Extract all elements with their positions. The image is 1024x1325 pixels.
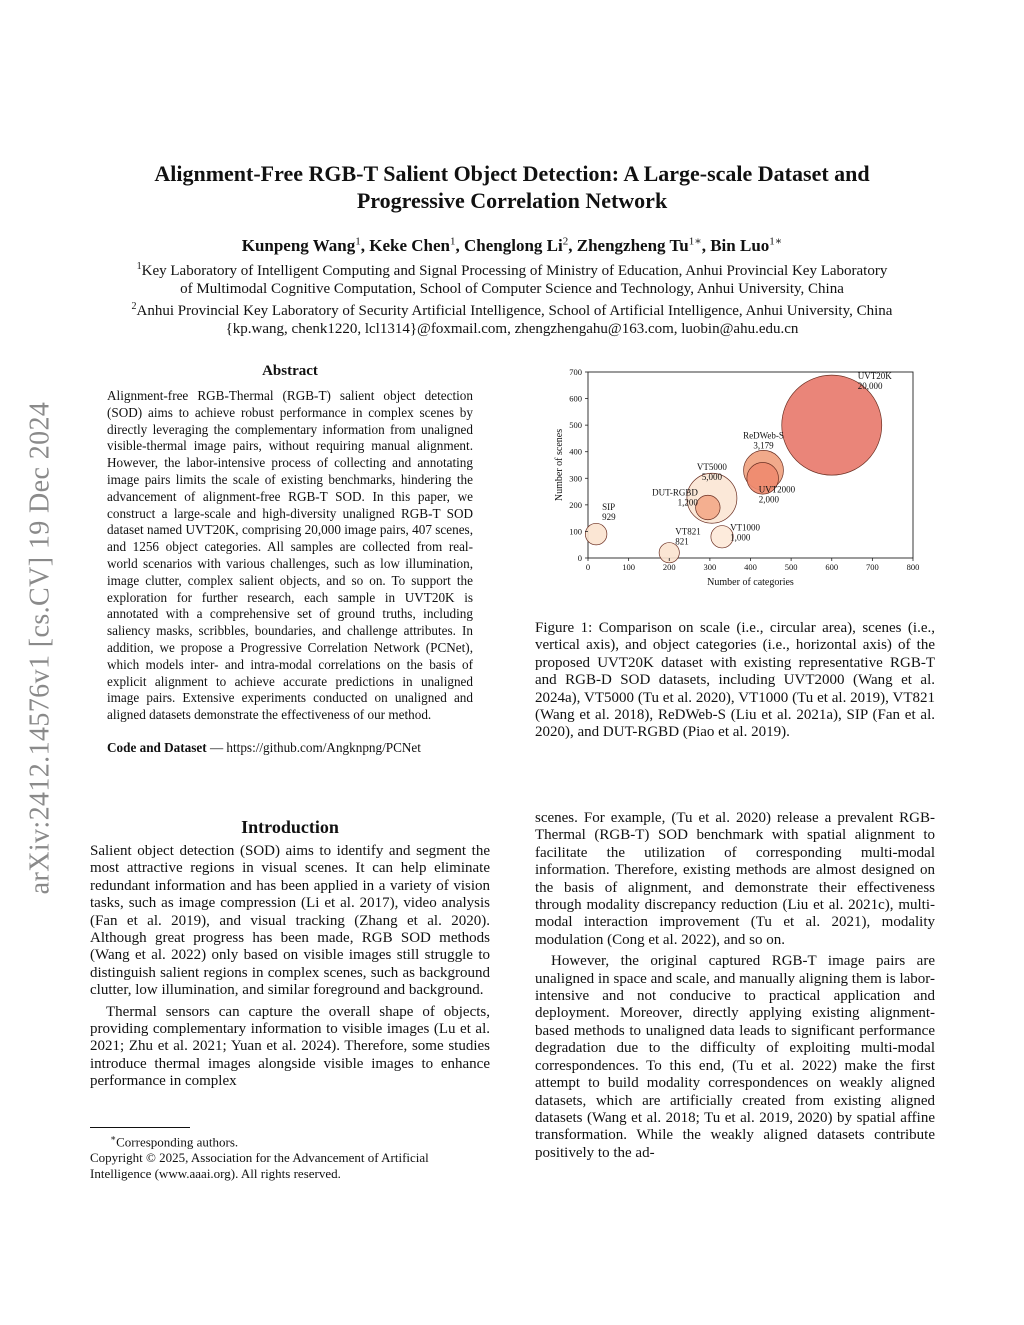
data-bubble: [585, 523, 607, 545]
code-label: Code and Dataset: [107, 740, 207, 755]
author: Keke Chen$^1$,: [369, 235, 465, 255]
y-tick-label: 200: [569, 499, 582, 510]
author: Chenglong Li$^2$,: [464, 235, 577, 255]
bubble-value-label: 1,000: [730, 532, 751, 543]
author-emails: {kp.wang, chenk1220, lcl1314}@foxmail.com, zhengzhengahu@163.com, luobin@ahu.edu.cn: [225, 321, 799, 337]
figure-caption: Figure 1: Comparison on scale (i.e., circular area), scenes (i.e., vertical axis), and object categories (i.e., horizontal axis) of the proposed UVT20K dataset with existing representative RGB-T and RGB-D SOD datasets, including UVT2000 (Wang et al. 2024a), VT5000 (Tu et al. 2020), VT1000 (Tu et al. 2019), VT821 (Wang et al. 2018), ReDWeb-S (Liu et al. 2021a), SIP (Fan et al. 2020), and DUT-RGBD (Piao et al. 2019).: [535, 620, 935, 741]
paragraph: Salient object detection (SOD) aims to identify and segment the most attractive regions in visual scenes. It can help eliminate redundant information and has been applied in a variety of vision tasks, such as image compression (Li et al. 2017), video analysis (Fan et al. 2019), and visual tracking (Zhang et al. 2020). Although great progress has been made, RGB SOD methods (Wang et al. 2022) only based on visible images still struggle to distinguish salient regions in complex scenes, such as background clutter, low illumination, and similar foreground and background.: [90, 843, 490, 999]
paragraph: However, the original captured RGB-T image pairs are unaligned in space and scale, and manually aligning them is labor-intensive and not conducive to practical application and deployment. Moreover, directly applying existing alignment-based methods to unaligned data leads to significant performance degradation due to the difficulty of exploiting multi-modal correspondences. To this end, (Tu et al. 2022) make the first attempt to build modality correspondences on weakly aligned datasets, which are artificially created from existing aligned datasets (Wang et al. 2018; Tu et al. 2019, 2020) by spatial affine transformation. While the weakly aligned datasets contribute positively to the ad-: [535, 953, 935, 1161]
bubble-name-label: VT821: [675, 526, 701, 537]
bubble-value-label: 3,179: [753, 440, 774, 451]
x-tick-label: 600: [825, 562, 839, 572]
code-link[interactable]: https://github.com/Angknpng/PCNet: [226, 740, 421, 755]
bubble-name-label: SIP: [602, 502, 616, 513]
author: Bin Luo$^{1∗}$: [710, 235, 783, 255]
bubble-value-label: 2,000: [758, 494, 779, 505]
paper-title: [90, 160, 934, 214]
arxiv-identifier: [20, 352, 60, 944]
abstract-heading: Abstract: [262, 363, 318, 379]
y-tick-label: 500: [569, 420, 582, 431]
bubble-name-label: VT1000: [730, 522, 761, 533]
bubble-value-label: 821: [675, 536, 689, 547]
arxiv-identifier-text: arXiv:2412.14576v1 [cs.CV] 19 Dec 2024: [24, 401, 55, 895]
x-tick-label: 800: [906, 562, 920, 572]
y-tick-label: 400: [569, 446, 582, 457]
section-heading-introduction: Introduction: [241, 817, 339, 837]
y-tick-label: 600: [569, 393, 582, 404]
x-tick-label: 700: [866, 562, 879, 572]
bubble-value-label: 20,000: [857, 381, 883, 392]
x-tick-label: 200: [662, 562, 676, 572]
y-tick-label: 300: [569, 473, 582, 484]
x-tick-label: 100: [622, 562, 635, 572]
abstract-text: Alignment-free RGB-Thermal (RGB-T) salient object detection (SOD) aims to achieve robust performance in complex scenes by directly leveraging the complementary information from unaligned visible-thermal image pairs, without requiring manual alignment. However, the labor-intensive process of collecting and annotating image pairs limits the scale of existing benchmarks, hindering the advancement of alignment-free RGB-T SOD. In this paper, we construct a large-scale and high-diversity unaligned RGB-T SOD dataset named UVT20K, comprising 20,000 image pairs, 407 scenes, and 1256 object categories. All samples are collected from real-world scenarios with various challenges, such as low illumination, image clutter, complex salient objects, and so on. To support the exploration for further research, each sample in UVT20K is annotated with a comprehensive set of ground truths, including saliency masks, scribbles, boundaries, and challenge attributes. In addition, we propose a Progressive Correlation Network (PCNet), which models inter- and intra-modal correlations on the basis of explicit alignment to achieve accurate predictions in unaligned image pairs. Extensive experiments conducted on unaligned and aligned datasets demonstrate the effectiveness of our method.: [107, 388, 473, 723]
x-tick-label: 0: [585, 562, 591, 572]
y-tick-label: 0: [577, 553, 582, 563]
bubble-value-label: 1,200: [677, 497, 698, 508]
bubble-chart-svg: [540, 362, 930, 592]
right-column-body: [535, 810, 935, 1162]
y-tick-label: 100: [569, 526, 582, 537]
bubble-value-label: 5,000: [701, 472, 723, 483]
x-tick-label: 500: [784, 562, 798, 572]
introduction-body: [90, 843, 490, 1091]
paragraph: scenes. For example, (Tu et al. 2020) release a prevalent RGB-Thermal (RGB-T) SOD benchmark with spatial alignment to facilitate the utilization of corresponding multi-modal information. Therefore, existing methods are almost designed on the basis of alignment, and demonstrate their effectiveness through modality discrepancy reduction (Liu et al. 2021c), multi-modal interaction improvement (Tu et al. 2021), modality modulation (Cong et al. 2022), and so on.: [535, 810, 935, 948]
bubble-name-label: ReDWeb-S: [743, 430, 784, 441]
affiliation-line: $^2$Anhui Provincial Key Laboratory of Security Artificial Intelligence, School of Artificial Intelligence, Anhui University, China: [131, 301, 893, 319]
paper-title-line: Progressive Correlation Network: [356, 188, 668, 213]
footnote: [90, 1130, 490, 1182]
affiliation-line: of Multimodal Cognitive Computation, School of Computer Science and Technology, Anhui University, China: [180, 281, 844, 297]
x-tick-label: 300: [703, 562, 717, 572]
y-tick-label: 700: [569, 367, 582, 377]
affiliations: [90, 258, 934, 338]
bubble-name-label: UVT2000: [758, 484, 796, 495]
y-axis-label: Number of scenes: [554, 428, 565, 502]
bubble-value-label: 929: [602, 512, 616, 523]
corresponding-note: ∗Corresponding authors.: [110, 1133, 239, 1150]
author: Kunpeng Wang$^1$,: [241, 235, 370, 255]
x-axis-label: Number of categories: [707, 577, 794, 588]
affiliation-line: $^1$Key Laboratory of Intelligent Computing and Signal Processing of Ministry of Education, Anhui Provincial Key Laboratory: [136, 261, 888, 279]
code-and-dataset: Code and Dataset — https://github.com/Angknpng/PCNet: [107, 740, 421, 755]
data-bubble: [696, 495, 720, 519]
author-list: [90, 230, 934, 257]
bubble-name-label: UVT20K: [857, 371, 892, 382]
bubble-name-label: DUT-RGBD: [652, 487, 698, 498]
paragraph: Thermal sensors can capture the overall shape of objects, providing complementary information to visible images (Lu et al. 2021; Zhu et al. 2021; Yuan et al. 2024). Therefore, some studies introduce thermal images alongside visible images to enhance performance in complex: [90, 1003, 490, 1090]
bubble-name-label: VT5000: [696, 462, 727, 473]
x-tick-label: 400: [744, 562, 757, 572]
figure-1-bubble-chart: [540, 362, 930, 592]
author: Zhengzheng $Tu^{1∗}$,: [576, 235, 711, 255]
copyright-note: Copyright © 2025, Association for the Advancement of Artificial Intelligence (www.aaai.org). All rights reserved.: [90, 1150, 429, 1182]
footnote-divider: [90, 1127, 190, 1128]
paper-title-line: Alignment-Free RGB-T Salient Object Detection: A Large-scale Dataset and: [154, 161, 870, 186]
